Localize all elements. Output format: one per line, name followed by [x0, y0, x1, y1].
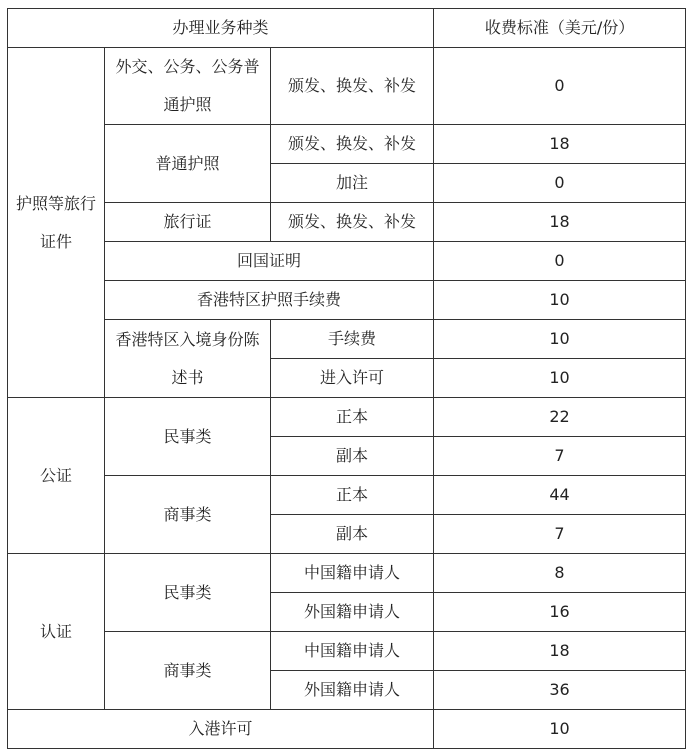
notary-commercial-original-fee: 44 — [434, 476, 686, 515]
notary-civil-label: 民事类 — [105, 398, 271, 476]
auth-civil-foreign-fee: 16 — [434, 593, 686, 632]
group-passport-label: 护照等旅行证件 — [8, 48, 105, 398]
table-row — [8, 320, 686, 359]
table-row — [8, 632, 686, 671]
table-row — [8, 476, 686, 515]
hk-passport-fee-label: 香港特区护照手续费 — [105, 281, 434, 320]
table-row — [8, 710, 686, 749]
hk-entry-label: 香港特区入境身份陈述书 — [105, 320, 271, 398]
table-row — [8, 125, 686, 164]
auth-commercial-foreign-label: 外国籍申请人 — [271, 671, 434, 710]
ordinary-passport-issue-fee: 18 — [434, 125, 686, 164]
header-category: 办理业务种类 — [8, 9, 434, 48]
header-fee: 收费标准（美元/份） — [434, 9, 686, 48]
notary-commercial-copy-fee: 7 — [434, 515, 686, 554]
table-row — [8, 242, 686, 281]
auth-civil-cn-label: 中国籍申请人 — [271, 554, 434, 593]
notary-civil-original-fee: 22 — [434, 398, 686, 437]
travel-doc-label: 旅行证 — [105, 203, 271, 242]
notary-commercial-original-label: 正本 — [271, 476, 434, 515]
diplomatic-passport-fee: 0 — [434, 48, 686, 125]
auth-commercial-cn-label: 中国籍申请人 — [271, 632, 434, 671]
hk-entry-handling-fee: 10 — [434, 320, 686, 359]
auth-civil-cn-fee: 8 — [434, 554, 686, 593]
notary-civil-copy-label: 副本 — [271, 437, 434, 476]
header-row — [8, 9, 686, 48]
auth-commercial-foreign-fee: 36 — [434, 671, 686, 710]
group-auth-label: 认证 — [8, 554, 105, 710]
hk-entry-permit-fee: 10 — [434, 359, 686, 398]
notary-civil-copy-fee: 7 — [434, 437, 686, 476]
travel-doc-action: 颁发、换发、补发 — [271, 203, 434, 242]
hk-entry-permit-row-label: 入港许可 — [8, 710, 434, 749]
table-row — [8, 281, 686, 320]
diplomatic-passport-label: 外交、公务、公务普通护照 — [105, 48, 271, 125]
auth-commercial-cn-fee: 18 — [434, 632, 686, 671]
group-notary-label: 公证 — [8, 398, 105, 554]
hk-entry-permit-label: 进入许可 — [271, 359, 434, 398]
auth-civil-foreign-label: 外国籍申请人 — [271, 593, 434, 632]
diplomatic-passport-action: 颁发、换发、补发 — [271, 48, 434, 125]
ordinary-passport-issue-action: 颁发、换发、补发 — [271, 125, 434, 164]
return-cert-label: 回国证明 — [105, 242, 434, 281]
table-row — [8, 398, 686, 437]
ordinary-passport-label: 普通护照 — [105, 125, 271, 203]
hk-entry-handling-label: 手续费 — [271, 320, 434, 359]
ordinary-passport-endorse-action: 加注 — [271, 164, 434, 203]
hk-entry-permit-row-fee: 10 — [434, 710, 686, 749]
table-row — [8, 554, 686, 593]
auth-commercial-label: 商事类 — [105, 632, 271, 710]
table-row — [8, 203, 686, 242]
travel-doc-fee: 18 — [434, 203, 686, 242]
hk-passport-fee-value: 10 — [434, 281, 686, 320]
return-cert-fee: 0 — [434, 242, 686, 281]
notary-commercial-label: 商事类 — [105, 476, 271, 554]
fee-table — [7, 8, 686, 749]
auth-civil-label: 民事类 — [105, 554, 271, 632]
notary-commercial-copy-label: 副本 — [271, 515, 434, 554]
ordinary-passport-endorse-fee: 0 — [434, 164, 686, 203]
notary-civil-original-label: 正本 — [271, 398, 434, 437]
